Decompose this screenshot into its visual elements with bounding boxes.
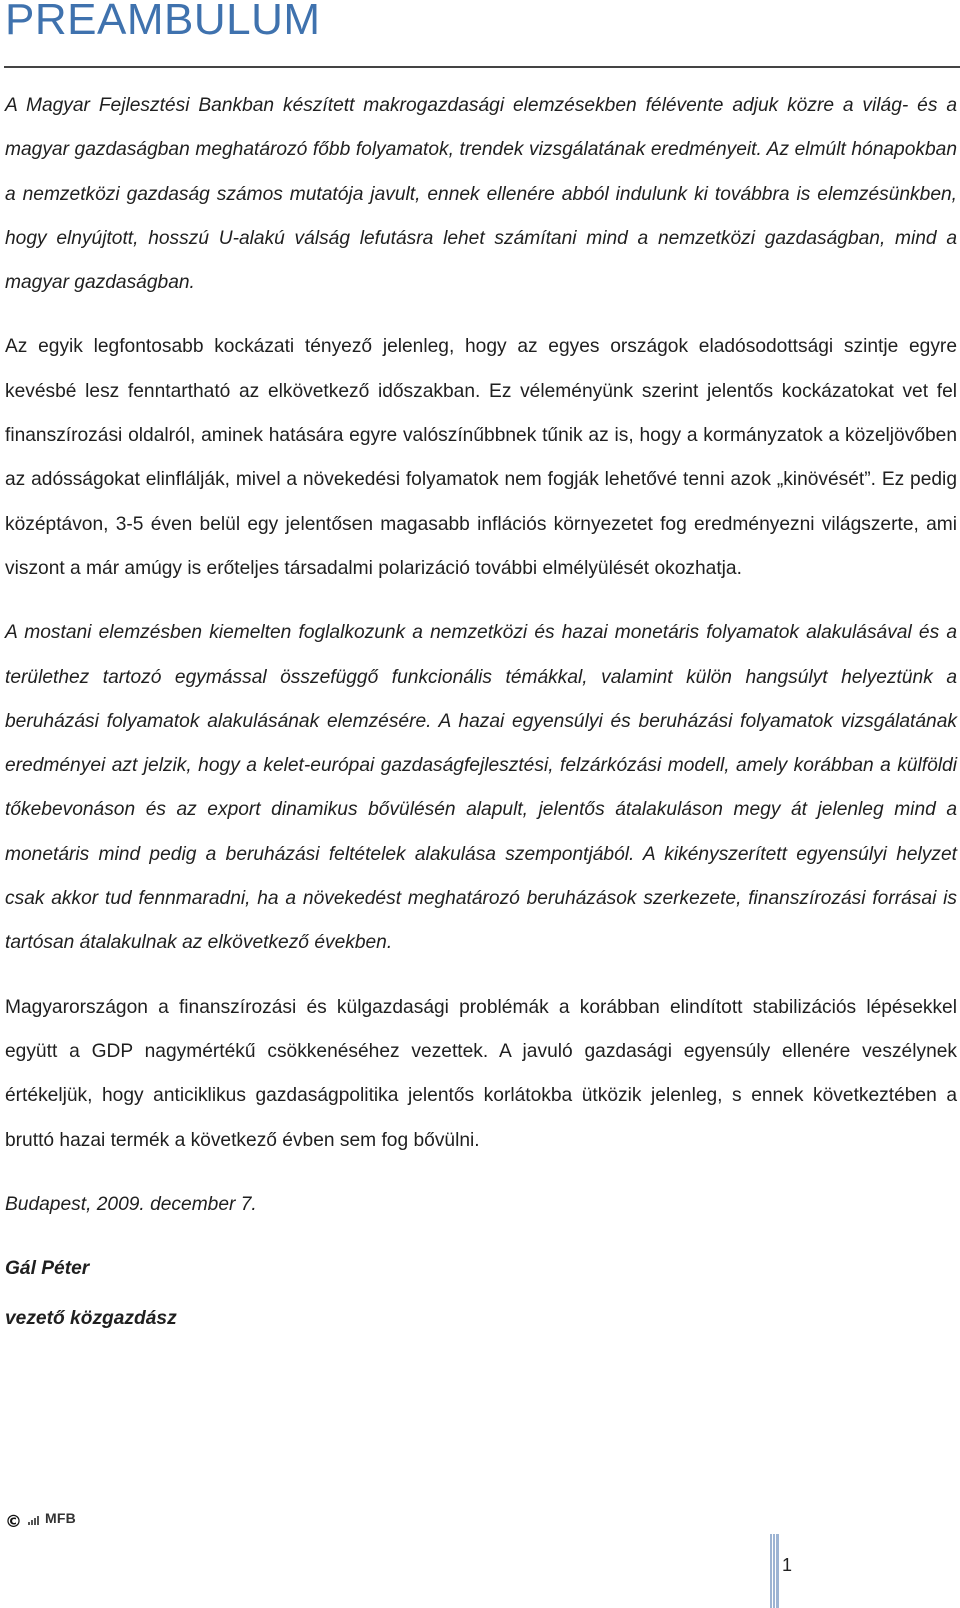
logo-text: MFB	[45, 1510, 76, 1526]
paragraph-analysis: A mostani elemzésben kiemelten foglalkozunk a nemzetközi és hazai monetáris folyamatok alakulásával és a területhez tartozó egymással összefüggő funkcionális témákkal, valamint külön hangsúlyt helyeztünk a beruházási folyamatok alakulásának elemzésére. A hazai egyensúlyi és beruházási folyamatok vizsgálatának eredményei azt jelzik, hogy a kelet-európai gazdaságfejlesztési, felzárkózási modell, amely korábban a külföldi tőkebevonáson és az export dinamikus bővülésén alapult, jelentős átalakuláson megy át jelenleg mind a monetáris mind pedig a beruházási feltételek alakulása szempontjából. A kikényszerített egyensúlyi helyzet csak akkor tud fennmaradni, ha a növekedést meghatározó beruházások szerkezete, finanszírozási forrásai is tartósan átalakulnak az elkövetkező években.	[5, 622, 957, 954]
paragraph-risk: Az egyik legfontosabb kockázati tényező jelenleg, hogy az egyes országok eladósodottsági szintje egyre kevésbé lesz fenntartható az elkövetkező időszakban. Ez véleményünk szerint jelentős kockázatokat vet fel finanszírozási oldalról, aminek hatására egyre valószínűbbnek tűnik az is, hogy a kormányzatok a közeljövőben az adósságokat elinflálják, mivel a növekedési folyamatok nem fogják lehetővé tenni azok „kinövését”. Ez pedig középtávon, 3-5 éven belül egy jelentősen magasabb inflációs környezetet fog eredményezni világszerte, ami viszont a már amúgy is erőteljes társadalmi polarizáció további elmélyülését okozhatja.	[5, 336, 957, 579]
copyright-icon: ©	[5, 1512, 22, 1532]
page-number-accent	[770, 1534, 780, 1608]
paragraph-intro: A Magyar Fejlesztési Bankban készített makrogazdasági elemzésekben félévente adjuk közre a világ- és a magyar gazdaságban meghatározó főbb folyamatok, trendek vizsgálatának eredményeit. Az elmúlt hónapokban a nemzetközi gazdaság számos mutatója javult, ennek ellenére abból indulunk ki továbbra is elemzésünkben, hogy elnyújtott, hosszú U-alakú válság lefutásra lehet számítani mind a nemzetközi gazdaságban, mind a magyar gazdaságban.	[5, 95, 957, 294]
signature-role: vezető közgazdász	[5, 1308, 177, 1330]
paragraph-hungary: Magyarországon a finanszírozási és külgazdasági problémák a korábban elindított stabilizációs lépésekkel együtt a GDP nagymértékű csökkenéséhez vezettek. A javuló gazdasági egyensúly ellenére veszélynek értékeljük, hogy anticiklikus gazdaságpolitika jelentős korlátokba ütközik jelenleg, s ennek következtében a bruttó hazai termék a következő évben sem fog bővülni.	[5, 996, 957, 1151]
mfb-logo-bars-icon	[28, 1511, 39, 1525]
page-number: 1	[782, 1555, 793, 1575]
page-title: PREAMBULUM	[5, 0, 321, 44]
signature-name: Gál Péter	[5, 1258, 90, 1280]
title-divider	[4, 66, 960, 68]
footer-logo	[5, 1508, 76, 1532]
date-line: Budapest, 2009. december 7.	[5, 1193, 257, 1215]
document-body	[5, 84, 957, 1342]
